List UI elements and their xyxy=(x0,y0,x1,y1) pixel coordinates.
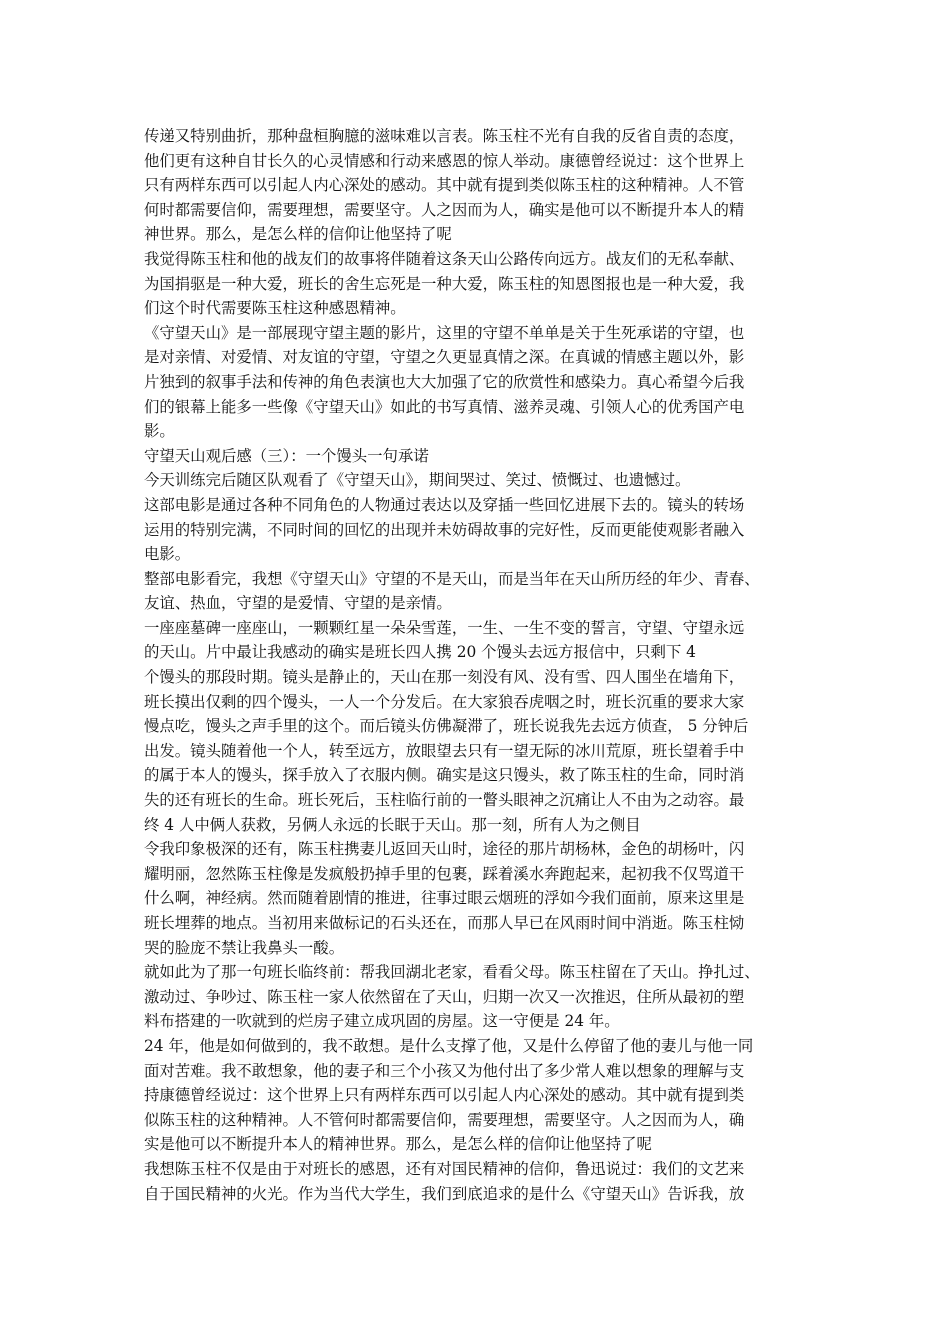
text-line: 料布搭建的一吹就到的烂房子建立成巩固的房屋。这一守便是 24 年。 xyxy=(144,1012,620,1031)
text-line: 他们更有这种自甘长久的心灵情感和行动来感恩的惊人举动。康德曾经说过：这个世界上 xyxy=(144,151,745,170)
text-line: 们这个时代需要陈玉柱这种感恩精神。 xyxy=(144,299,406,318)
text-line: 友谊、热血，守望的是爱情、守望的是亲情。 xyxy=(144,594,452,613)
text-line: 什么啊，神经病。然而随着剧情的推进，往事过眼云烟班的浮如今我们面前，原来这里是 xyxy=(144,889,745,908)
section-heading: 守望天山观后感（三）：一个馒头一句承诺 xyxy=(144,446,429,465)
text-line: 哭的脸庞不禁让我鼻头一酸。 xyxy=(144,938,345,957)
text-line: 我觉得陈玉柱和他的战友们的故事将伴随着这条天山公路传向远方。战友们的无私奉献、 xyxy=(144,249,745,268)
text-line: 似陈玉柱的这种精神。人不管何时都需要信仰，需要理想，需要坚守。人之因而为人，确 xyxy=(144,1110,745,1129)
text-line: 令我印象极深的还有，陈玉柱携妻儿返回天山时，途径的那片胡杨林，金色的胡杨叶，闪 xyxy=(144,840,745,859)
text-line: 慢点吃，馒头之声手里的这个。而后镜头仿佛凝滞了，班长说我先去远方侦查， 5 分钟后 xyxy=(144,717,749,736)
text-line: 激动过、争吵过、陈玉柱一家人依然留在了天山，归期一次又一次推迟，住所从最初的塑 xyxy=(144,987,745,1006)
text-line: 今天训练完后随区队观看了《守望天山》，期间哭过、笑过、愤慨过、也遗憾过。 xyxy=(144,471,691,490)
text-line: 自于国民精神的火光。作为当代大学生，我们到底追求的是什么《守望天山》告诉我，放 xyxy=(144,1184,745,1203)
text-line: 失的还有班长的生命。班长死后，玉柱临行前的一瞥头眼神之沉痛让人不由为之动容。最 xyxy=(144,791,745,810)
text-line: 班长埋葬的地点。当初用来做标记的石头还在，而那人早已在风雨时间中消逝。陈玉柱恸 xyxy=(144,914,745,932)
text-line: 耀明丽，忽然陈玉柱像是发疯般扔掉手里的包裹，踩着溪水奔跑起来，起初我不仅骂道干 xyxy=(144,864,745,883)
text-line: 持康德曾经说过：这个世界上只有两样东西可以引起人内心深处的感动。其中就有提到类 xyxy=(144,1086,745,1105)
text-line: 传递又特别曲折，那种盘桓胸臆的滋味难以言表。陈玉柱不光有自我的反省自责的态度， xyxy=(144,127,745,145)
text-line: 面对苦难。我不敢想象，他的妻子和三个小孩又为他付出了多少常人难以想象的理解与支 xyxy=(144,1061,745,1080)
text-line: 出发。镜头随着他一个人，转至远方，放眼望去只有一望无际的冰川荒原，班长望着手中 xyxy=(144,741,745,760)
text-line: 们的银幕上能多一些像《守望天山》如此的书写真情、滋养灵魂、引领人心的优秀国产电 xyxy=(144,397,745,416)
text-line: 只有两样东西可以引起人内心深处的感动。其中就有提到类似陈玉柱的这种精神。人不管 xyxy=(144,176,745,195)
text-line: 为国捐驱是一种大爱，班长的舍生忘死是一种大爱，陈玉柱的知恩图报也是一种大爱，我 xyxy=(144,274,745,293)
text-line: 个馒头的那段时期。镜头是静止的，天山在那一刻没有风、没有雪、四人围坐在墙角下， xyxy=(144,668,745,687)
text-line: 是对亲情、对爱情、对友谊的守望，守望之久更显真情之深。在真诚的情感主题以外，影 xyxy=(144,348,745,367)
text-line: 班长摸出仅剩的四个馒头，一人一个分发后。在大家狼吞虎咽之时，班长沉重的要求大家 xyxy=(144,692,745,711)
text-line: 实是他可以不断提升本人的精神世界。那么，是怎么样的信仰让他坚持了呢 xyxy=(144,1135,652,1154)
text-line: 神世界。那么，是怎么样的信仰让他坚持了呢 xyxy=(144,225,452,244)
text-line: 就如此为了那一句班长临终前：帮我回湖北老家，看看父母。陈玉柱留在了天山。挣扎过、 xyxy=(144,963,760,982)
text-line: 一座座墓碑一座座山，一颗颗红星一朵朵雪莲，一生、一生不变的誓言，守望、守望永远 xyxy=(144,618,745,637)
text-line: 何时都需要信仰，需要理想，需要坚守。人之因而为人，确实是他可以不断提升本人的精 xyxy=(144,200,745,219)
text-line: 影。 xyxy=(144,422,175,441)
text-line: 终 4 人中俩人获救，另俩人永远的长眠于天山。那一刻，所有人为之侧目 xyxy=(144,815,641,834)
text-line: 电影。 xyxy=(144,545,191,564)
text-line: 这部电影是通过各种不同角色的人物通过表达以及穿插一些回忆进展下去的。镜头的转场 xyxy=(144,495,745,514)
text-line: 运用的特别完满，不同时间的回忆的出现并未妨碍故事的完好性，反而更能使观影者融入 xyxy=(144,520,745,539)
text-line: 24 年，他是如何做到的，我不敢想。是什么支撑了他，又是什么停留了他的妻儿与他一同 xyxy=(144,1036,754,1055)
document-body xyxy=(144,124,810,1206)
text-line: 《守望天山》是一部展现守望主题的影片，这里的守望不单单是关于生死承诺的守望，也 xyxy=(144,323,745,342)
text-line: 的天山。片中最让我感动的确实是班长四人携 20 个馒头去远方报信中，只剩下 4 xyxy=(144,643,696,662)
text-line: 片独到的叙事手法和传神的角色表演也大大加强了它的欣赏性和感染力。真心希望今后我 xyxy=(144,372,745,391)
text-line: 我想陈玉柱不仅是由于对班长的感恩，还有对国民精神的信仰，鲁迅说过：我们的文艺来 xyxy=(144,1159,745,1178)
text-line: 的属于本人的馒头，探手放入了衣服内侧。确实是这只馒头，救了陈玉柱的生命，同时消 xyxy=(144,766,745,785)
text-line: 整部电影看完，我想《守望天山》守望的不是天山，而是当年在天山所历经的年少、青春、 xyxy=(144,569,760,588)
